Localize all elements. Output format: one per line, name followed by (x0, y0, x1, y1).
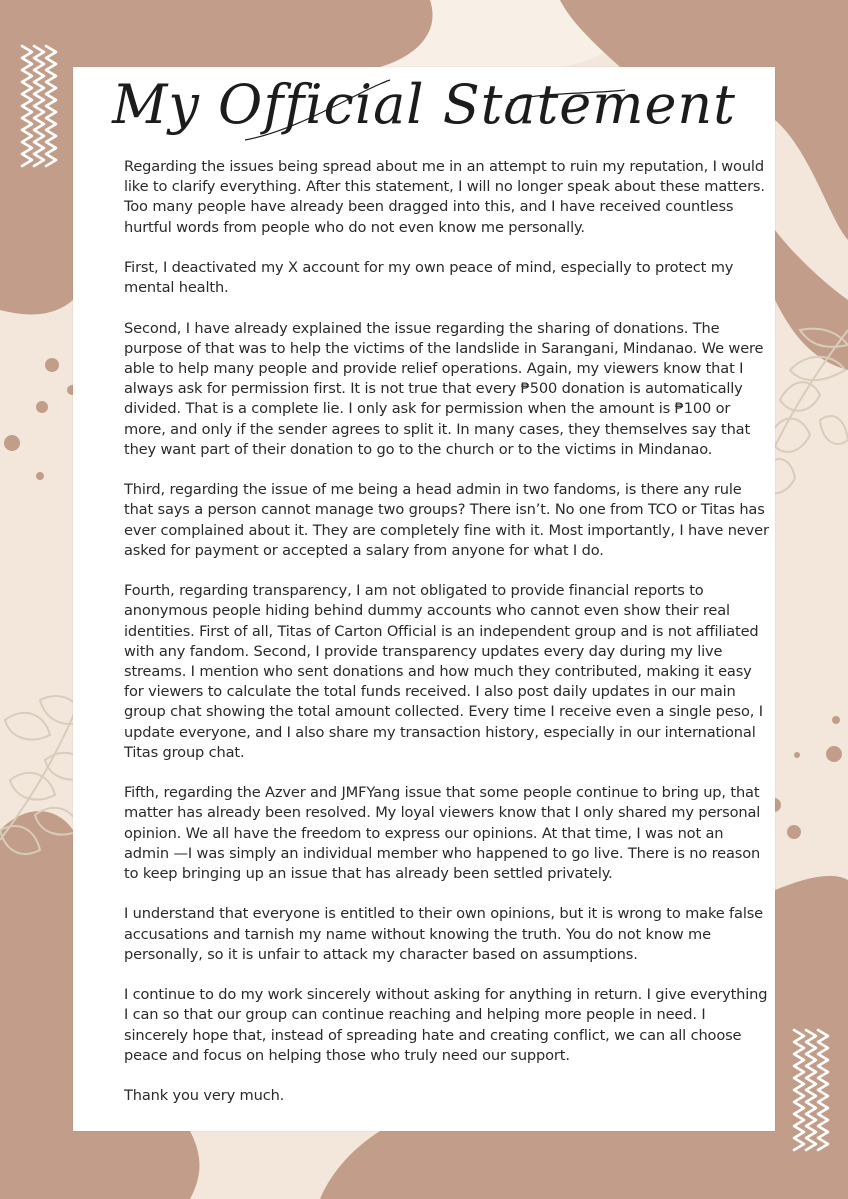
paragraph-thanks: Thank you very much. (124, 1087, 285, 1105)
paragraph-first: First, I deactivated my X account for my own peace of mind, especially to protect my mental health. (124, 259, 734, 297)
paragraph-fifth: Fifth, regarding the Azver and JMFYang issue that some people continue to bring up, that matter has already been resolved. My loyal viewers know that I only shared my personal opinion. We all have the freedom to express our opinions. At that time, I was not an admin —I was simply an individual member who happened to go live. There is no reason to keep bringing up an issue that has already been settled privately. (124, 784, 761, 883)
statement-body (124, 157, 769, 1127)
paragraph-continue: I continue to do my work sincerely without asking for anything in return. I give everything I can so that our group can continue reaching and helping more people in need. I sincerely hope that, instead of spreading hate and creating conflict, we can all choose peace and focus on helping those who truly need our support. (124, 986, 768, 1064)
page-title: My Official Statement (112, 73, 736, 136)
paragraph-understand: I understand that everyone is entitled to their own opinions, but it is wrong to make false accusations and tarnish my name without knowing the truth. You do not know me personally, so it is unfair to attack my character based on assumptions. (124, 905, 764, 963)
paragraph-fourth: Fourth, regarding transparency, I am not obligated to provide financial reports to anonymous people hiding behind dummy accounts who cannot even show their real identities. First of all, Titas of Carton Official is an independent group and is not affiliated with any fandom. Second, I provide transparency updates every day during my live streams. I mention who sent donations and how much they contributed, making it easy for viewers to calculate the total funds received. I also post daily updates in our main group chat showing the total amount collected. Every time I receive even a single peso, I update everyone, and I also share my transaction history, especially in our international Titas group chat. (124, 582, 763, 761)
paragraph-intro: Regarding the issues being spread about me in an attempt to ruin my reputation, I would like to clarify everything. After this statement, I will no longer speak about these matters. Too many people have already been dragged into this, and I have received countless hurtful words from people who do not even know me personally. (124, 158, 765, 236)
paragraph-second: Second, I have already explained the issue regarding the sharing of donations. The purpose of that was to help the victims of the landslide in Sarangani, Mindanao. We were able to help many people and provide relief operations. Again, my viewers know that I always ask for permission first. It is not true that every ₱500 donation is automatically divided. That is a complete lie. I only ask for permission when the amount is ₱100 or more, and only if the sender agrees to split it. In many cases, they themselves say that they want part of their donation to go to the church or to the victims in Mindanao. (124, 319, 764, 458)
paragraph-third: Third, regarding the issue of me being a head admin in two fandoms, is there any rule that says a person cannot manage two groups? There isn’t. No one from TCO or Titas has ever complained about it. They are completely fine with it. Most importantly, I have never asked for payment or accepted a salary from anyone for what I do. (124, 481, 769, 559)
